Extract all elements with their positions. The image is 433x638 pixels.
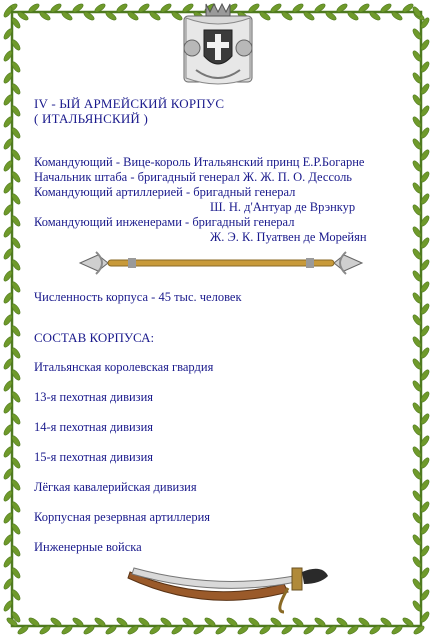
saber-icon bbox=[124, 554, 334, 614]
title-line-1: IV - ЫЙ АРМЕЙСКИЙ КОРПУС bbox=[34, 96, 225, 111]
artillery-commander-name: Ш. Н. д'Антуар де Врэнкур bbox=[210, 200, 356, 214]
unit-reserve-artillery: Корпусная резервная артиллерия bbox=[34, 510, 211, 524]
unit-division-14: 14-я пехотная дивизия bbox=[34, 420, 154, 434]
corps-strength: Численность корпуса - 45 тыс. человек bbox=[34, 290, 242, 304]
composition-heading: СОСТАВ КОРПУСА: bbox=[34, 330, 155, 345]
artillery-commander-line: Командующий артиллерией - бригадный генерал bbox=[34, 185, 296, 199]
title-line-2: ( ИТАЛЬЯНСКИЙ ) bbox=[34, 111, 148, 126]
commander-line: Командующий - Вице-король Итальянский принц Е.Р.Богарне bbox=[34, 155, 365, 169]
engineer-commander-line: Командующий инженерами - бригадный генерал bbox=[34, 215, 295, 229]
unit-light-cavalry: Лёгкая кавалерийская дивизия bbox=[34, 480, 197, 494]
spear-divider-icon bbox=[76, 244, 366, 282]
unit-division-15: 15-я пехотная дивизия bbox=[34, 450, 154, 464]
chief-of-staff-line: Начальник штаба - бригадный генерал Ж. Ж. П. О. Дессоль bbox=[34, 170, 353, 184]
unit-guard: Итальянская королевская гвардия bbox=[34, 360, 214, 374]
corps-title bbox=[34, 96, 224, 126]
engineer-commander-name: Ж. Э. К. Пуатвен де Морейян bbox=[210, 230, 367, 244]
unit-engineers: Инженерные войска bbox=[34, 540, 142, 554]
unit-division-13: 13-я пехотная дивизия bbox=[34, 390, 154, 404]
